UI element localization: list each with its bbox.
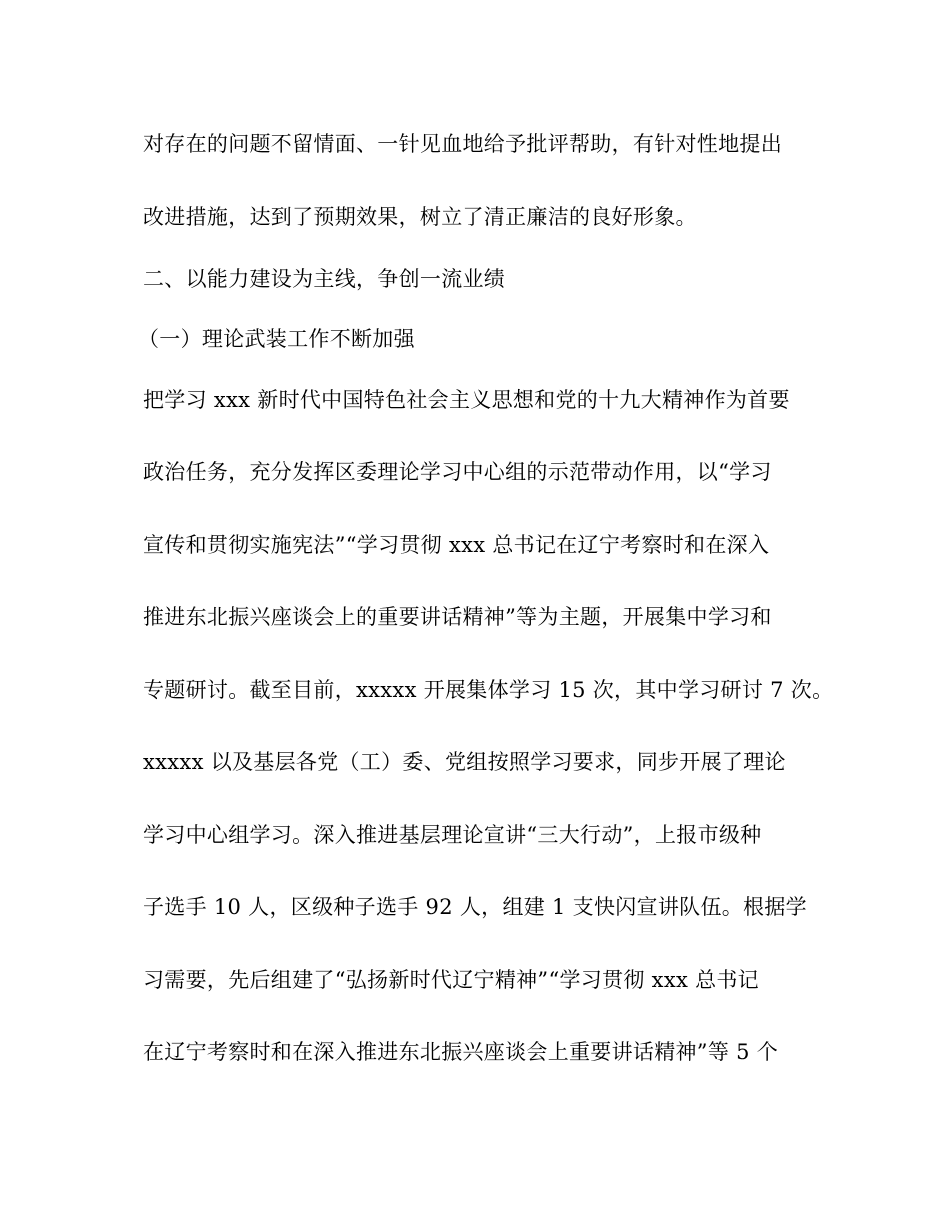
paragraph-line: 宣传和贯彻实施宪法”“学习贯彻 xxx 总书记在辽宁考察时和在深入 (143, 533, 770, 557)
paragraph-line: 习需要，先后组建了“弘扬新时代辽宁精神”“学习贯彻 xxx 总书记 (143, 968, 759, 992)
paragraph-line: 在辽宁考察时和在深入推进东北振兴座谈会上重要讲话精神”等 5 个 (143, 1040, 779, 1064)
paragraph-line: 子选手 10 人，区级种子选手 92 人，组建 1 支快闪宣讲队伍。根据学 (143, 895, 807, 919)
paragraph-line: 学习中心组学习。深入推进基层理论宣讲“三大行动”，上报市级种 (143, 823, 762, 847)
paragraph-line: 推进东北振兴座谈会上的重要讲话精神”等为主题，开展集中学习和 (143, 605, 772, 629)
paragraph-line: 对存在的问题不留情面、一针见血地给予批评帮助，有针对性地提出 (143, 132, 782, 156)
paragraph-line: 专题研讨。截至目前，xxxxx 开展集体学习 15 次，其中学习研讨 7 次。 (143, 678, 834, 702)
section-heading: 二、以能力建设为主线，争创一流业绩 (143, 267, 506, 291)
paragraph-line: 改进措施，达到了预期效果，树立了清正廉洁的良好形象。 (143, 205, 697, 229)
paragraph-line: 把学习 xxx 新时代中国特色社会主义思想和党的十九大精神作为首要 (143, 388, 790, 412)
paragraph-line: xxxxx 以及基层各党（工）委、党组按照学习要求，同步开展了理论 (143, 750, 786, 774)
subsection-heading: （一）理论武装工作不断加强 (138, 327, 415, 351)
paragraph-line: 政治任务，充分发挥区委理论学习中心组的示范带动作用，以“学习 (143, 460, 772, 484)
